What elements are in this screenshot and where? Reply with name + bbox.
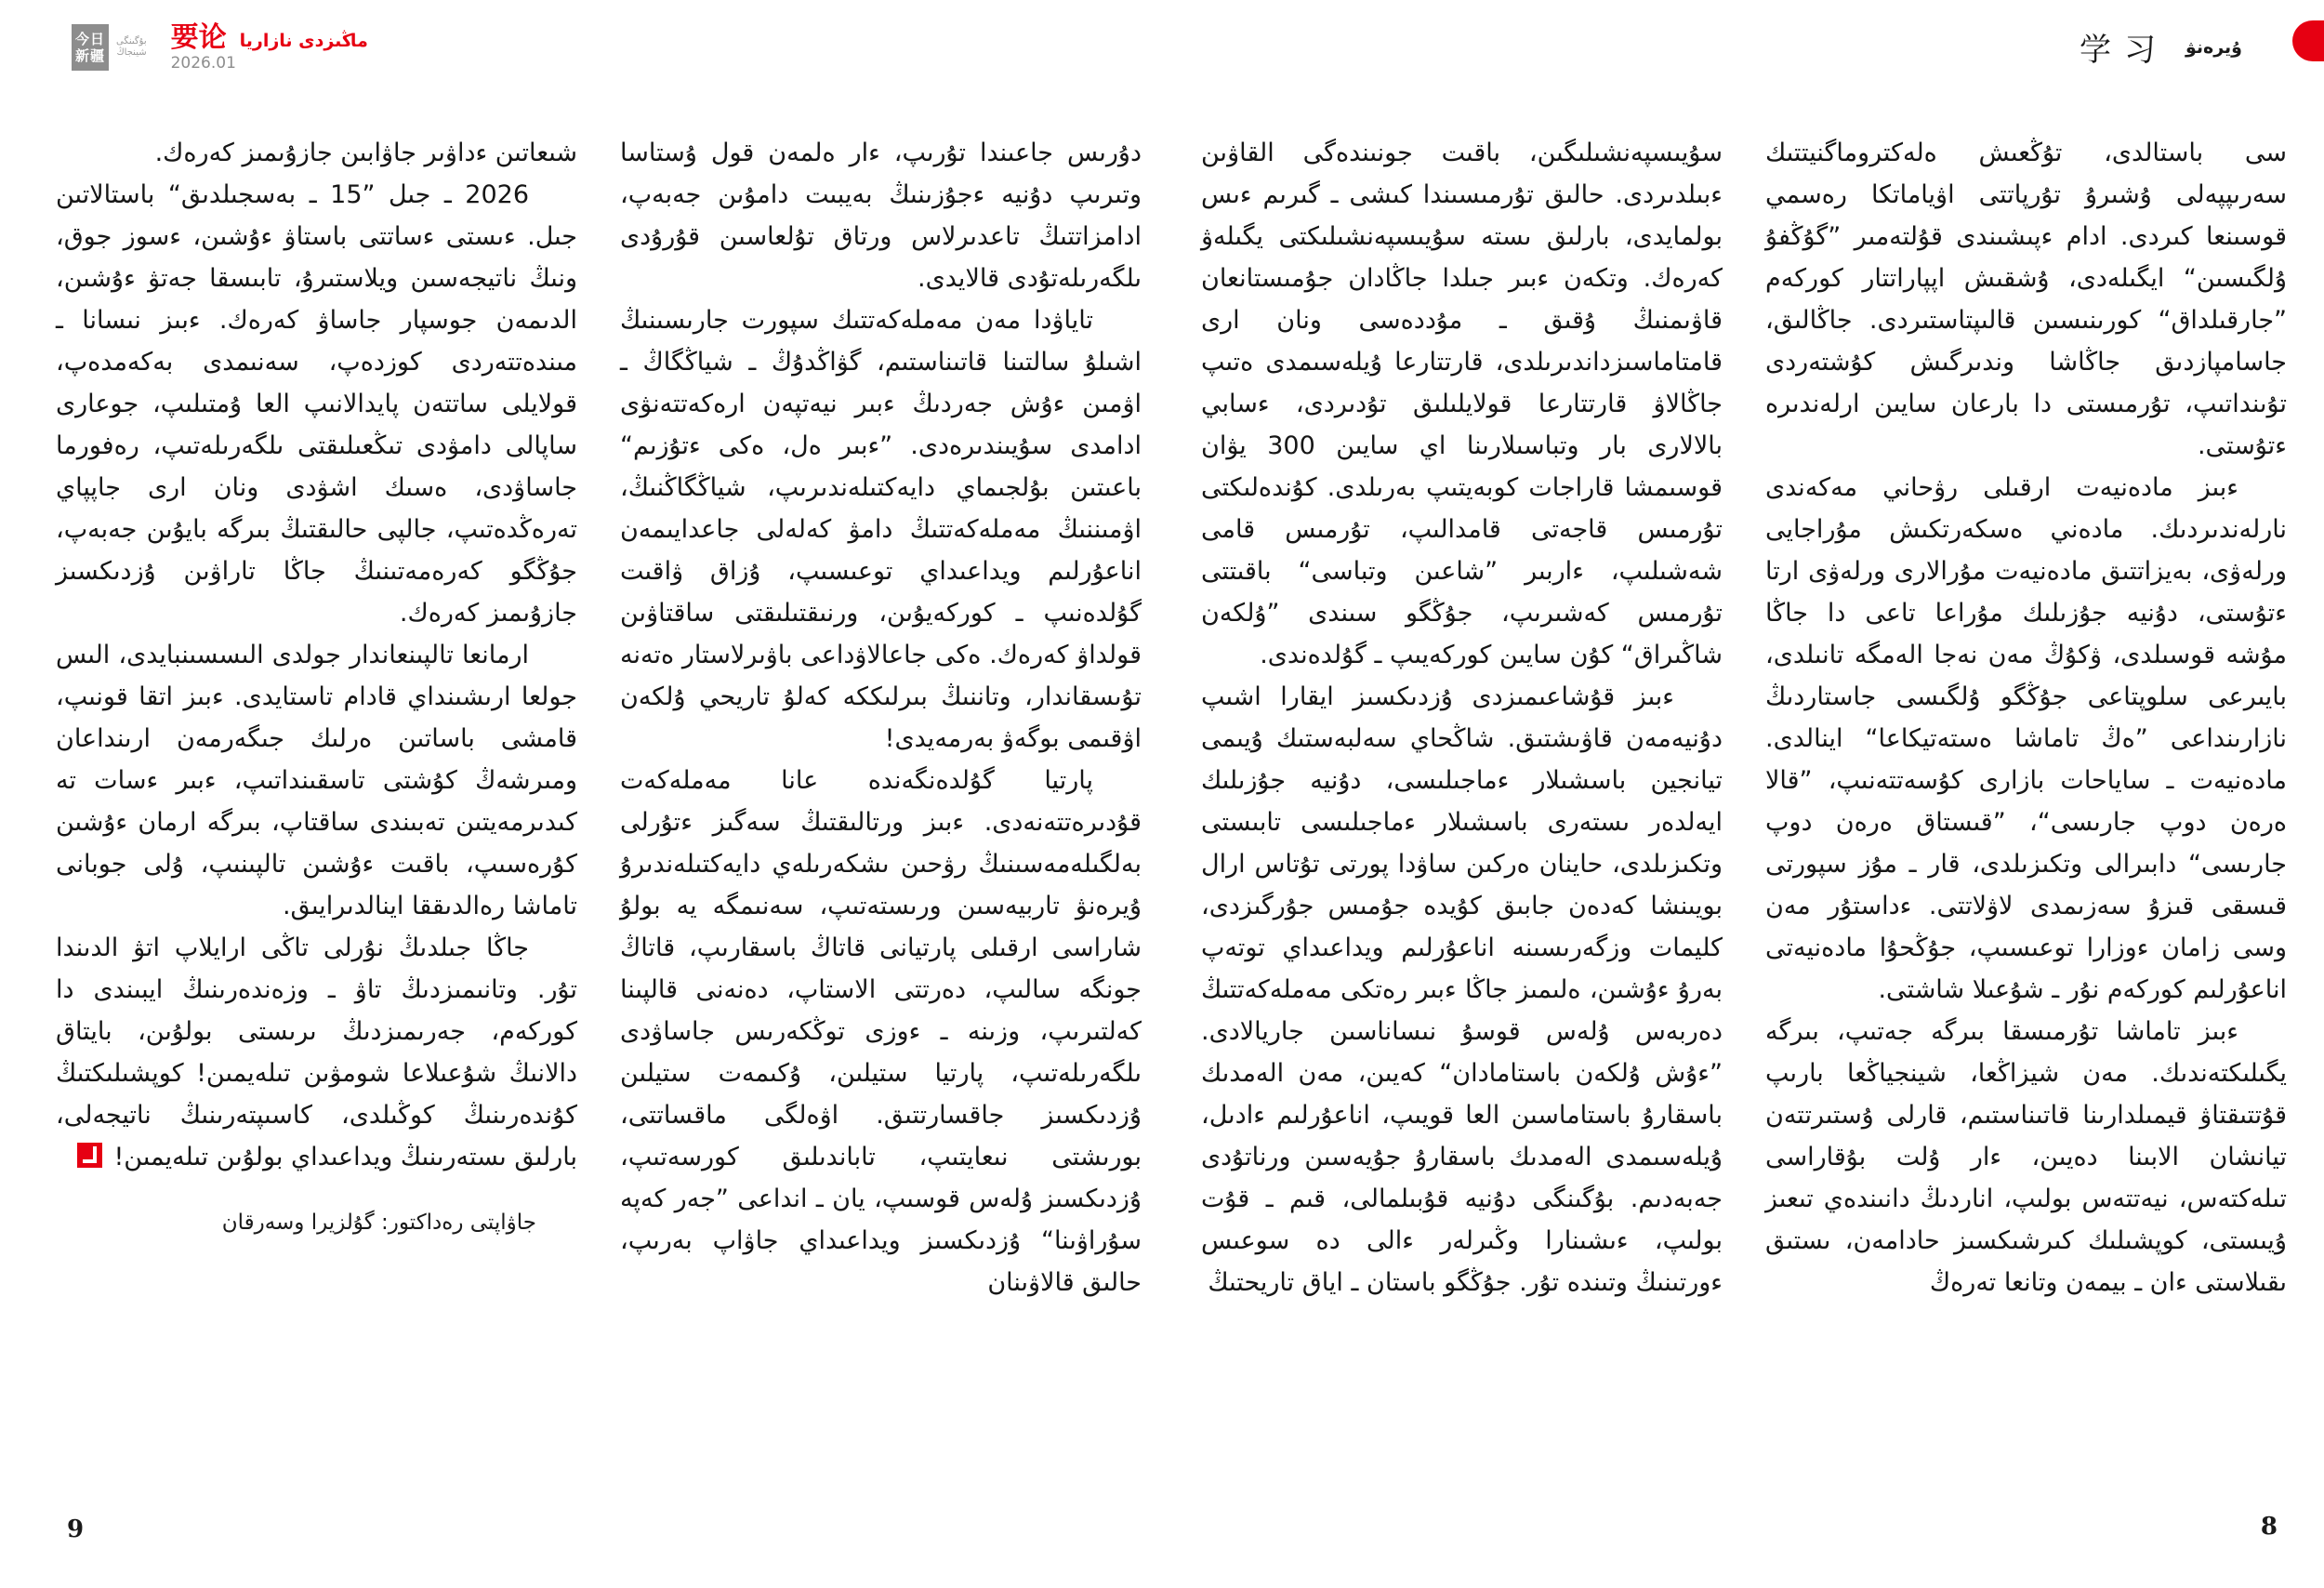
text-column-3: [620, 132, 1142, 1303]
page-9: [56, 132, 1142, 1303]
masthead-left: [72, 21, 368, 73]
article-spread: [56, 132, 2287, 1303]
masthead-right: [2080, 24, 2242, 70]
logo-side-text: [116, 24, 147, 71]
logo-side-line2: شينجاڭ: [116, 47, 147, 58]
section-title-chinese: 要论: [170, 21, 227, 54]
body-paragraph: 2026 ـ جىل ”15 ـ بەسجىلدىق“ باستالاتىن جىل. ءىستى ءساتتى باستاۋ ءۇشىن، ءسوز جوق، ونىڭ ناتيجەسىن ويلاستىرۇ، تابىسقا جەتۋ ءۇشىن، الدىمەن جوسپار جاساۋ كەرەك. ءبىز نىسانا ـ مىندەتتەردى كوزدەپ، سەنىمدى بەكەمدەپ، قولايلى ساتتەن پايدالانىپ العا ۇمتىلىپ، جوعارى ساپالى دامۋدى تىڭعىلىقتى ىلگەرىلەتىپ، رەفورما جاساۋدى، ەسىك اشۋدى ونان ارى جاپپاي تەرەڭدەتىپ، جالپى حالىقتىڭ بىرگە بايۇىن جەبەپ، جۇڭگو كەرەمەتىنىڭ جاڭا تاراۋىن ۇزدىكسىز جازۇىمىز كەرەك.: [56, 180, 577, 628]
text-column-2: [1201, 132, 1723, 1303]
column-title-kazakh: ۇيرەنۋ: [2185, 36, 2242, 58]
issue-date: 2026.01: [170, 54, 236, 73]
column-4-paragraphs: [56, 132, 577, 1178]
column-title-chinese: 学习: [2079, 32, 2169, 69]
body-paragraph: جاڭا جىلدىڭ نۇرلى تاڭى ارايلاپ اتۋ الدىندا تۇر. وتانىمىزدىڭ تاۋ ـ وزەندەرىنىڭ ايبىندى دا كوركەم، جەرىمىزدىڭ ىرىستى بولۇىن، بايتاق دالانىڭ شۇعىلاعا شومۋىن تىلەيمىن! كوپشىلىكتىڭ كۇندەرىنىڭ كوڭىلدى، كاسىپتەرىنىڭ ناتيجەلى، بارلىق ىستەرىنىڭ ويداعىداي بولۇىن تىلەيمىن!: [56, 933, 577, 1171]
logo-text-line1: 今日: [74, 31, 105, 47]
page-8: [1201, 132, 2287, 1303]
section-block: [170, 21, 368, 73]
text-column-4: [56, 132, 577, 1303]
page-number-left: 9: [67, 1515, 85, 1543]
page-number-right: 8: [2260, 1513, 2278, 1541]
article-end-mark: [77, 1143, 102, 1168]
body-paragraph: پارتيا گۇلدەنگەندە عانا مەملەكەت قۇدىرەتتەنەدى. ءبىز ورتالىقتىڭ سەگىز ءتۇرلى بەلگىلەمەسىنىڭ رۋحىن ىشكەرىلەي دايەكتىلەندىرۇ ۇيرەنۋ تاربيەسىن ورىستەتىپ، سەنىمگە يە بولۇ شاراسى ارقىلى پارتيانى قاتاڭ باسقارىپ، قاتاڭ جونگە سالىپ، دەرتتى الاستاپ، دەنەنى قالپىنا كەلتىرىپ، وزىنە ـ ءوزى توڭكەرىس جاساۋدى ىلگەرىلەتىپ، پارتيا ستيلىن، ۇكىمەت ستيلىن ۇزدىكسىز جاقسارتتىق. اۋەلگى ماقساتتى، بورىشتى نىعايتىپ، تاباندىلىق كورسەتىپ، ۇزدىكسىز ۇلەس قوسىپ، يان ـ انداعى ”جەر كەپە سۇراۋىنا“ ۇزدىكسىز ويداعىداي جاۋاپ بەرىپ، حالىق قالاۋىنان: [620, 766, 1142, 1297]
body-paragraph: ءبىز مادەنيەت ارقىلى رۋحاني مەكەندى نارلەندىردىك. مادەني ەسكەرتكىش مۇراجايى ورلەۋى، بەيزاتتىق مادەنيەت مۇرالارى ورلەۋى ارتا ءتۇستى، دۇنيە جۇزىلىك مۇراعا تاعى دا جاڭا مۇشە قوسىلدى، ۋكۇڭ مەن نەجا الەمگە تانىلدى، بايىرعى سلوپتاعى جۇڭگو ۇلگىسى جاستاردىڭ نازارىنداعى ”ەڭ تاماشا ەستەتيكاعا“ اينالدى. مادەنيەت ـ ساياحات بازارى كۇسەتتەنىپ، ”قالا ەرەن دوپ جارىسى“، ”قىستاق ەرەن دوپ جارىسى“ دابىرالى وتكىزىلدى، قار ـ مۇز سپورتى قىسقى قىزۇ سەزىمدى لاۋلاتتى. ءداستۇر مەن وسى زامان ءوزارا توعىسىپ، جۇڭحۇا مادەنيەتى اناعۇرلىم كوركەم نۇر ـ شۇعىلا شاشتى.: [1765, 473, 2287, 1004]
body-paragraph: دۇرىس جاعىندا تۇرىپ، ءار ەلمەن قول ۇستاسا وتىرىپ دۇنيە ءجۇزىنىڭ بەيبىت دامۇىن جەبەپ، ادامزاتتىڭ تاعدىرلاس ورتاق تۇلعاسىن قۇرۇدى ىلگەرىلەتۇدى قالايدى.: [620, 139, 1142, 293]
section-title-kazakh: ماڭىزدى نازاريا: [239, 31, 368, 51]
body-paragraph: تاياۋدا مەن مەملەكەتتىك سپورت جارىسىنىڭ اشىلۇ سالتىنا قاتىناستىم، گۋاڭدۇڭ ـ شياڭگاڭ ـ اۋمىن ءۇش جەردىڭ ءبىر نيەتپەن ارەكەتتەنۋى ادامدى سۇيىندىرەدى. ”ءبىر ەل، ەكى ءتۇزىم“ باعىتىن بۇلجىماي دايەكتىلەندىرىپ، شياڭگاڭنىڭ، اۋمىننىڭ مەملەكەتتىڭ دامۋ كەلەلى جاعدايىمەن اناعۇرلىم ويداعىداي توعىسىپ، ۇزاق ۋاقىت گۇلدەنىپ ـ كوركەيۇىن، ورنىقتىلىقتى ساقتاۋىن قولداۋ كەرەك. ەكى جاعالاۋداعى باۋىرلاستار ەتەنە تۇىسقاندار، وتاننىڭ بىرلىككە كەلۇ تاريحي ۇلكەن اۋقىمى بوگەۋ بەرمەيدى!: [620, 306, 1142, 753]
red-corner-tab: [2292, 20, 2324, 61]
text-column-1: [1765, 132, 2287, 1303]
body-paragraph: سى باستالدى، تۇڭعىش ەلەكتروماگنيتتىك سەرىپپەلى ۇشىرۇ تۇرپاتتى اۋياماتكا رەسمي قوسىنعا كىردى. ادام ءپىشىندى قۇلتەمىر ”گۇڭفۇ ۇلگىسىن“ ايگىلەدى، ۇشقىش اپپاراتتار كوركەم ”جارقىلداق“ كورىنىسىن قالىپتاستىردى. جاڭالىق، جاسامپازدىق جاڭاشا وندىرگىش كۇشتەردى تۇىنداتىپ، تۇرمىستى دا بارعان سايىن ارلەندىرە ءتۇستى.: [1765, 139, 2287, 460]
logo-text-line2: 新疆: [74, 47, 105, 64]
body-paragraph: شىعاتىن ءداۋىر جاۋابىن جازۇىمىز كەرەك.: [154, 139, 577, 167]
editor-credit: جاۋاپتى رەداكتور: گۇلزيرا وسەرقان: [221, 1211, 536, 1235]
body-paragraph: ارمانعا تالپىنعاندار جولدى الىسسىنبايدى، الىس جولعا ارىشىنداي قادام تاستايدى. ءبىز اتقا قونىپ، قامشى باساتىن ەرلىك جىگەرمەن ارىنداعان ومىرشەڭ كۇشتى تاسقىنداتىپ، ءبىر ءسات تە كىدىرمەيتىن تەبىندى ساقتاپ، بىرگە ارمان ءۇشىن كۇرەسىپ، باقىت ءۇشىن تالپىنىپ، ۇلى جوبانى تاماشا رەالدىققا اينالدىرايىق.: [56, 641, 577, 920]
body-paragraph: سۇيىسپەنشىلىگىن، باقىت جونىندەگى القاۋىن ءبىلدىردى. حالىق تۇرمىسىندا كىشى ـ گىرىم ءىس بولمايدى، بارلىق ىستە سۇيىسپەنشىلىكتى يگىلەۋ كەرەك. وتكەن ءبىر جىلدا جاڭادان جۇمىستانعان قاۋىمنىڭ ۇقىق ـ مۇددەسى ونان ارى قامتاماسىزداندىرىلدى، قارتتارعا ۇيلەسىمدى ەتىپ جاڭالاۋ قارتتارعا قولايلىلىق تۇدىردى، ءسابي بالالارى بار وتباسىلارىنا اي سايىن 300 يۋان قوسىمشا قاراجات كوبەيتىپ بەرىلدى. كۇندەلىكتى تۇرمىس قاجەتى قامدالىپ، تۇرمىس قامى شەشىلىپ، ءاربىر ”شاعىن وتباسى“ باقىتتى تۇرمىس كەشىرىپ، جۇڭگو سىندى ”ۇلكەن شاڭىراق“ كۇن سايىن كوركەيىپ ـ گۇلدەندى.: [1201, 139, 1723, 669]
body-paragraph: ءبىز قۇشاعىمىزدى ۇزدىكسىز ايقارا اشىپ دۇنيەمەن قاۋىشتىق. شاڭحاي سەلبەستىك ۇيىمى تيانجين باسشىلار ءماجىلىسى، دۇنيە جۇزىلىك ايەلدەر ىستەرى باسشىلار ءماجىلىسى تابىستى وتكىزىلدى، حاينان ەركىن ساۋدا پورتى تۇتاس ارال بويىنشا كەدەن جابىق كۇيدە جۇمىس جۇرگىزدى، كليمات وزگەرىسىنە اناعۇرلىم ويداعىداي توتەپ بەرۇ ءۇشىن، ەلىمىز جاڭا ءبىر رەتكى مەملەكەتتىڭ دەربەس ۇلەس قوسۇ نىساناسىن جاريالادى. ”ءۇش ۇلكەن باستامادان“ كەيىن، مەن الەمدىك باسقارۇ باستاماسىن العا قويىپ، اناعۇرلىم ءادىل، ۇيلەسىمدى الەمدىك باسقارۇ جۇيەسىن ورناتۇدى جەبەدىم. بۇگىنگى دۇنيە قۇبىلمالى، قىم ـ قۇت بولىپ، ءىشىنارا وڭىرلەر ءالى دە سوعىس ءورتىنىڭ وتىندە تۇر. جۇڭگو باستان ـ اياق تاريحتىڭ: [1201, 682, 1723, 1297]
logo-side-line1: بۇگىنگى: [116, 36, 147, 46]
body-paragraph: ءبىز تاماشا تۇرمىسقا بىرگە جەتىپ، بىرگە يگىلىكتەندىك. مەن شيزاڭعا، شينجياڭعا بارىپ قۇتتىقتاۋ قيمىلدارىنا قاتىناستىم، قارلى ۇستىرتتەن تيانشان الابىنا دەيىن، ءار ۇلت بۇقاراسى تىلەكتەس، نيەتتەس بولىپ، اناردىڭ دانىندەي تىعىز ۇيىستى، كوپشىلىك كىرشىكسىز حادامەن، ىستىق ىقىلاستى ءان ـ بيمەن وتانعا تەرەڭ: [1765, 1017, 2287, 1297]
magazine-logo: [72, 24, 109, 71]
